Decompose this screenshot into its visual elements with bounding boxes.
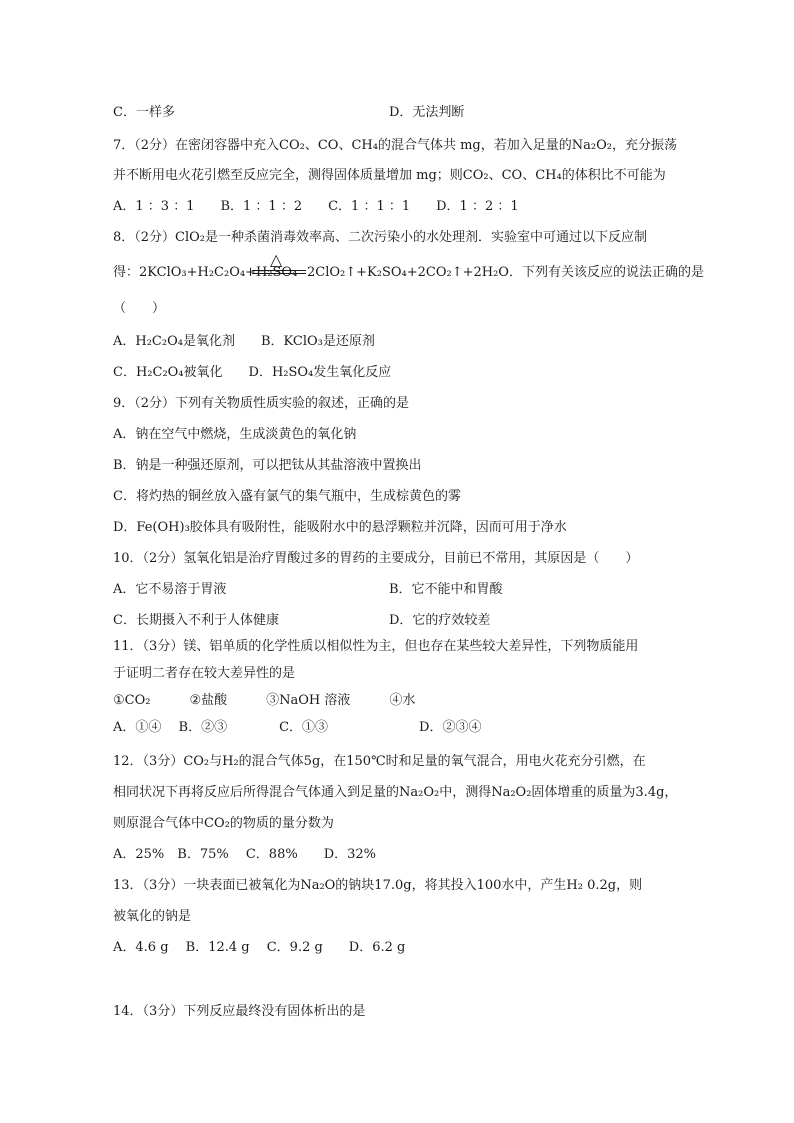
q9-option-c: C．将灼热的铜丝放入盛有氯气的集气瓶中，生成棕黄色的雾 xyxy=(113,489,461,504)
q13-stem-line2: 被氧化的钠是 xyxy=(113,909,192,924)
q6-option-c: C．一样多 xyxy=(113,105,175,120)
q9-option-b: B．钠是一种强还原剂，可以把钛从其盐溶液中置换出 xyxy=(113,458,422,473)
q12-stem-line1: 12．（3分）CO₂与H₂的混合气体5g，在150℃时和足量的氧气混合，用电火花充分引燃，在 xyxy=(113,754,646,769)
q8-options-cd: C．H₂C₂O₄被氧化 D．H₂SO₄发生氧化反应 xyxy=(113,365,392,380)
q11-options: A．①④ B．②③ C．①③ D．②③④ xyxy=(113,720,482,735)
q13-stem-line1: 13．（3分）一块表面已被氧化为Na₂O的钠块17.0g，将其投入100水中，产生H₂ 0.2g，则 xyxy=(113,878,643,893)
q9-stem: 9．（2分）下列有关物质性质实验的叙述，正确的是 xyxy=(113,396,410,411)
q7-options: A．1 ：3 ：1 B．1 ：1 ：2 C．1 ：1 ：1 D．1 ：2 ：1 xyxy=(113,199,519,214)
q10-option-a: A．它不易溶于胃液 xyxy=(113,582,227,597)
q12-options: A．25% B．75% C．88% D．32% xyxy=(113,847,377,862)
q11-stem-line1: 11．（3分）镁、铝单质的化学性质以相似性为主，但也存在某些较大差异性，下列物质能用 xyxy=(113,639,639,654)
heat-triangle-icon: △ xyxy=(270,250,283,269)
q7-stem-line2: 并不断用电火花引燃至反应完全，测得固体质量增加 mg；则CO₂、CO、CH₄的体积比不可能为 xyxy=(113,168,666,183)
q13-options: A．4.6 g B．12.4 g C．9.2 g D．6.2 g xyxy=(113,940,406,955)
q10-option-c: C．长期摄入不利于人体健康 xyxy=(113,613,279,628)
q12-stem-line3: 则原混合气体中CO₂的物质的量分数为 xyxy=(113,816,334,831)
q6-option-d: D．无法判断 xyxy=(389,105,465,120)
q10-stem: 10．（2分）氢氧化铝是治疗胃酸过多的胃药的主要成分，目前已不常用，其原因是（ ） xyxy=(113,551,639,566)
q10-option-b: B．它不能中和胃酸 xyxy=(389,582,503,597)
q7-stem-line1: 7．（2分）在密闭容器中充入CO₂、CO、CH₄的混合气体共 mg，若加入足量的Na₂O₂，充分振荡 xyxy=(113,138,677,153)
q8-stem-line3: （ ） xyxy=(113,301,166,316)
q11-items: ①CO₂ ②盐酸 ③NaOH 溶液 ④水 xyxy=(113,693,416,708)
q8-equation-left: 得：2KClO₃+H₂C₂O₄+H₂SO₄ xyxy=(113,265,298,280)
reaction-condition-heat xyxy=(252,252,306,274)
q10-option-d: D．它的疗效较差 xyxy=(389,613,491,628)
q9-option-d: D．Fe(OH)₃胶体具有吸附性，能吸附水中的悬浮颗粒并沉降，因而可用于净水 xyxy=(113,520,567,535)
q8-stem-line1: 8．（2分）ClO₂是一种杀菌消毒效率高、二次污染小的水处理剂．实验室中可通过以下反应制 xyxy=(113,230,648,245)
q14-stem: 14．（3分）下列反应最终没有固体析出的是 xyxy=(113,1004,366,1019)
q11-stem-line2: 于证明二者存在较大差异性的是 xyxy=(113,666,296,681)
q8-options-ab: A．H₂C₂O₄是氧化剂 B．KClO₃是还原剂 xyxy=(113,334,375,349)
q12-stem-line2: 相同状况下再将反应后所得混合气体通入到足量的Na₂O₂中，测得Na₂O₂固体增重的质量为3.4g， xyxy=(113,785,678,800)
q8-equation-right: 2ClO₂↑+K₂SO₄+2CO₂↑+2H₂O．下列有关该反应的说法正确的是 xyxy=(307,265,704,280)
q9-option-a: A．钠在空气中燃烧，生成淡黄色的氧化钠 xyxy=(113,427,357,442)
